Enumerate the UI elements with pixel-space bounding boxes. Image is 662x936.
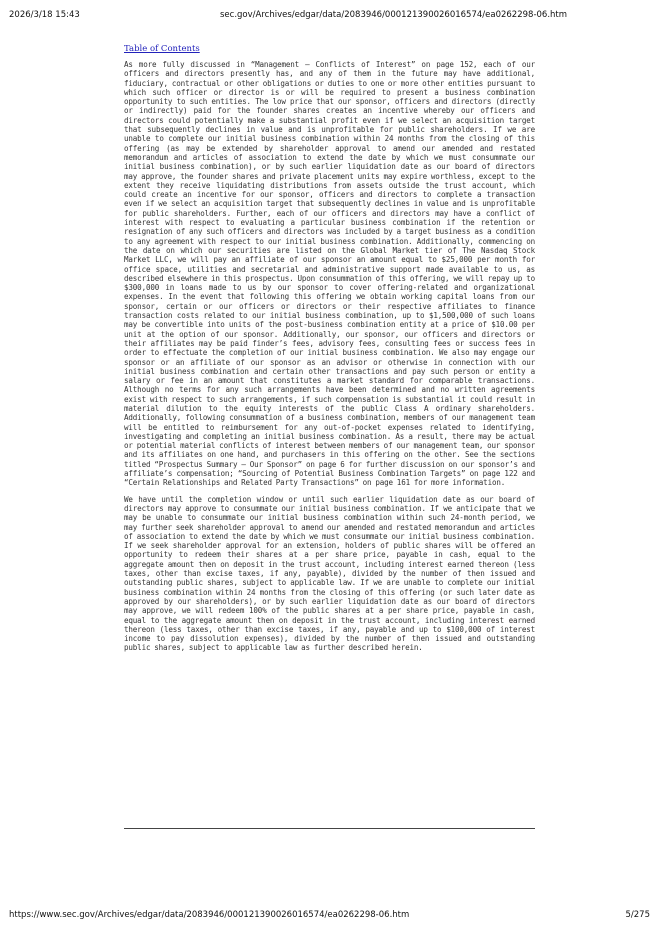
print-header-url: sec.gov/Archives/edgar/data/2083946/000121390026016574/ea0262298-06.htm [220,10,568,20]
section-divider [124,828,535,829]
paragraph-conflicts-of-interest: As more fully discussed in “Management — Conflicts of Interest” on page 152, each of our officers and directors presently has, and any of them in the future may have additional, fiduciary, contractual or other obligations or duties to one or more other entities pursuant to which such officer or director is or will be required to present a business combination opportunity to such entities. The low price that our sponsor, officers and directors (directly or indirectly) paid for the founder shares creates an incentive whereby our officers and directors could potentially make a substantial profit even if we select an acquisition target that subsequently declines in value and is unprofitable for public shareholders. If we are unable to complete our initial business combination within 24 months from the closing of this offering (as may be extended by shareholder approval to amend our amended and restated memorandum and articles of association to extend the date by which we must consummate our initial business combination), or by such earlier liquidation date as our board of directors may approve, the founder shares and private placement units may expire worthless, except to the extent they receive liquidating distributions from assets outside the trust account, which could create an incentive for our sponsor, officers and directors to complete a transaction even if we select an acquisition target that subsequently declines in value and is unprofitable for public shareholders. Further, each of our officers and directors may have a conflict of interest with respect to evaluating a particular business combination if the retention or resignation of any such officers and directors was included by a target business as a condition to any agreement with respect to our initial business combination. Additionally, commencing on the date on which our securities are listed on the Global Market tier of The Nasdaq Stock Market LLC, we will pay an affiliate of our sponsor an amount equal to $25,000 per month for office space, utilities and secretarial and administrative support made available to us, as described elsewhere in this prospectus. Upon consummation of this offering, we will repay up to $300,000 in loans made to us by our sponsor to cover offering-related and organizational expenses. In the event that following this offering we obtain working capital loans from our sponsor, certain or our officers or directors or their respective affiliates to finance transaction costs related to our initial business combination, up to $1,500,000 of such loans may be convertible into units of the post-business combination entity at a price of $10.00 per unit at the option of our sponsor. Additionally, our sponsor, our officers and directors or their affiliates may be paid finder’s fees, advisory fees, consulting fees or success fees in order to effectuate the completion of our initial business combination. We also may engage our sponsor or an affiliate of our sponsor as an advisor or otherwise in connection with our initial business combination and certain other transactions and pay such person or entity a salary or fee in an amount that constitutes a market standard for comparable transactions. Although no terms for any such arrangements have been determined and no written agreements exist with respect to such arrangements, if such compensation is substantial it could result in material dilution to the equity interests of the public Class A ordinary shareholders. Additionally, following consummation of a business combination, members of our management team will be entitled to reimbursement for any out-of-pocket expenses related to identifying, investigating and completing an initial business combination. As a result, there may be actual or potential material conflicts of interest between members of our management team, our sponsor and its affiliates on one hand, and purchasers in this offering on the other. See the sections titled “Prospectus Summary — Our Sponsor” on page 6 for further discussion on our sponsor’s and affiliate’s compensation; “Sourcing of Potential Business Combination Targets” on page 122 and “Certain Relationships and Related Party Transactions” on page 161 for more information. [124,60,535,488]
browser-print-footer [0,910,662,924]
paragraph-completion-window: We have until the completion window or until such earlier liquidation date as our board of directors may approve to consummate our initial business combination. If we anticipate that we may be unable to consummate our initial business combination within such 24-month period, we may further seek shareholder approval to amend our amended and restated memorandum and articles of association to extend the date by which we must consummate our initial business combination. If we seek shareholder approval for an extension, holders of public shares will be offered an opportunity to redeem their shares at a per share price, payable in cash, equal to the aggregate amount then on deposit in the trust account, including interest earned thereon (less taxes, other than excise taxes, if any, payable), divided by the number of then issued and outstanding public shares, subject to applicable law. If we are unable to complete our initial business combination within 24 months from the closing of this offering (or such later date as approved by our shareholders), or by such earlier liquidation date as our board of directors may approve, we will redeem 100% of the public shares at a per share price, payable in cash, equal to the aggregate amount then on deposit in the trust account, including interest earned thereon (less taxes, other than excise taxes, if any, payable and up to $100,000 of interest income to pay dissolution expenses), divided by the number of then issued and outstanding public shares, subject to applicable law as further described herein. [124,494,535,653]
browser-print-header [0,10,662,24]
page-counter: 5/275 [625,910,650,920]
print-footer-url: https://www.sec.gov/Archives/edgar/data/2083946/000121390026016574/ea0262298-06.htm [9,910,410,920]
document-body [124,36,535,653]
print-datetime: 2026/3/18 15:43 [9,10,80,20]
table-of-contents-link[interactable]: Table of Contents [124,44,200,54]
